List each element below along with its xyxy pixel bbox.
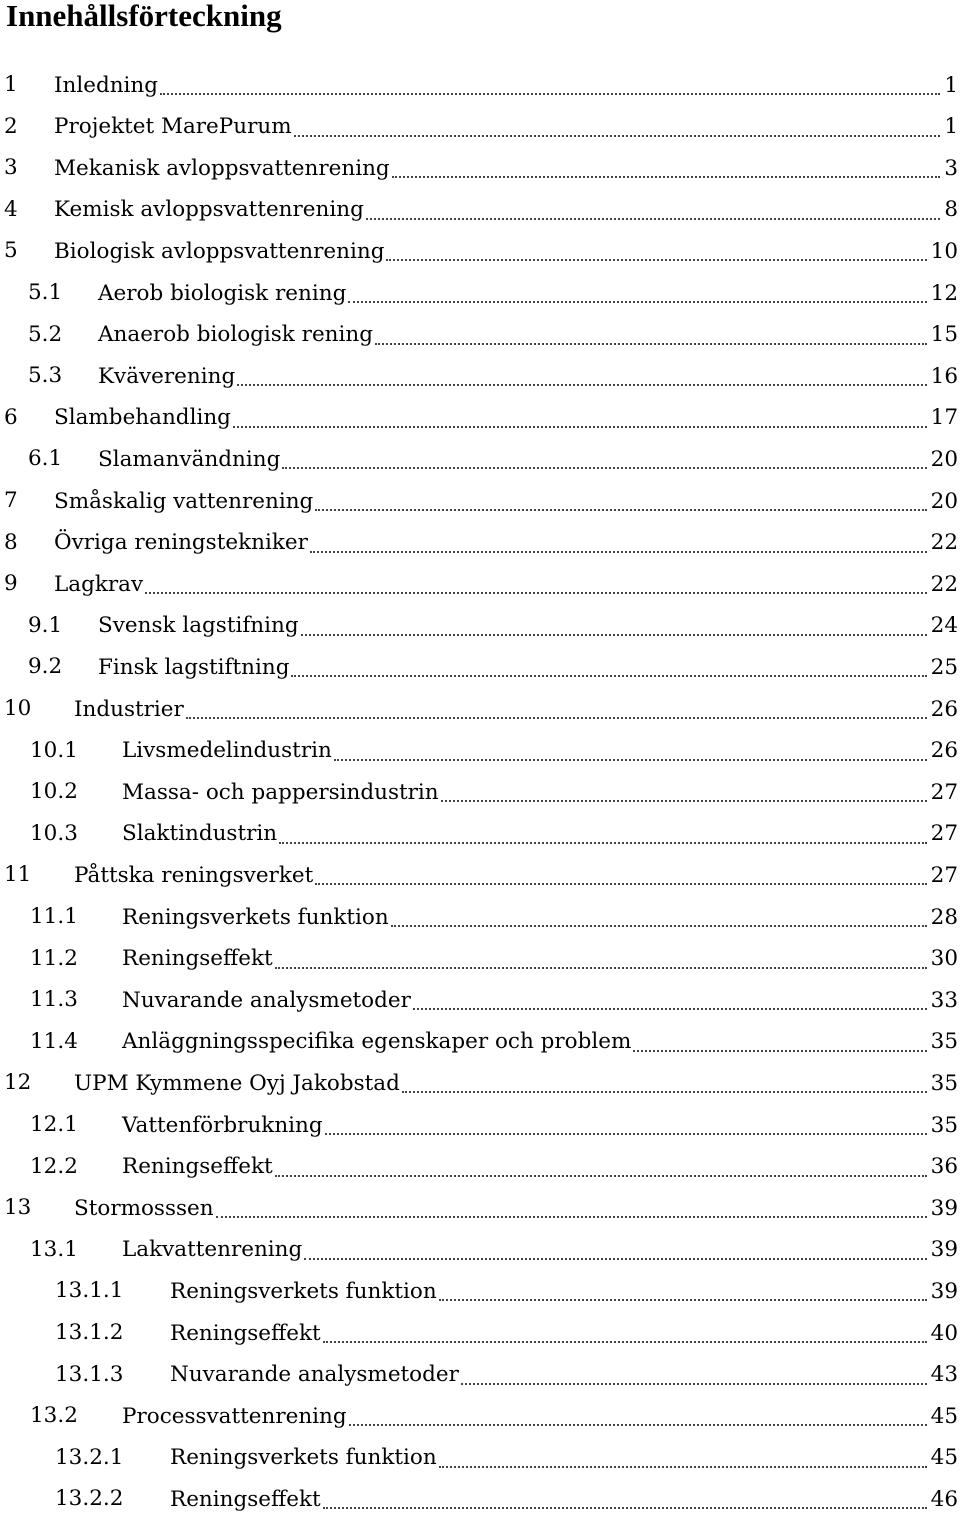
dot-leader bbox=[461, 1383, 927, 1385]
toc-entry-title: Aerob biologisk rening bbox=[98, 280, 347, 306]
toc-entry[interactable] bbox=[0, 1478, 958, 1520]
toc-entry[interactable] bbox=[0, 1354, 958, 1396]
toc-entry[interactable] bbox=[0, 938, 958, 980]
toc-entry-title: Reningsverkets funktion bbox=[170, 1445, 437, 1471]
toc-entry-content bbox=[54, 522, 958, 564]
toc-entry-content bbox=[54, 64, 958, 106]
toc-entry-number: 13.2 bbox=[30, 1403, 78, 1429]
toc-entry-number: 10.1 bbox=[30, 737, 78, 763]
toc-entry-content bbox=[122, 1146, 958, 1188]
toc-entry-number: 11.2 bbox=[30, 945, 78, 971]
toc-entry-title: Industrier bbox=[74, 696, 184, 722]
toc-entry[interactable] bbox=[0, 480, 958, 522]
dot-leader bbox=[233, 426, 927, 428]
toc-entry-title: Reningseffekt bbox=[170, 1486, 321, 1512]
toc-entry-page-number: 3 bbox=[944, 155, 958, 181]
toc-entry-title: Småskalig vattenrening bbox=[54, 488, 314, 514]
toc-entry-title: Svensk lagstifning bbox=[98, 613, 299, 639]
dot-leader bbox=[439, 1466, 927, 1468]
dot-leader bbox=[413, 1008, 927, 1010]
dot-leader bbox=[315, 509, 926, 511]
toc-entry[interactable] bbox=[0, 605, 958, 647]
toc-entry-title: Vattenförbrukning bbox=[122, 1112, 323, 1138]
toc-entry-content bbox=[122, 730, 958, 772]
toc-entry-content bbox=[122, 813, 958, 855]
dot-leader bbox=[294, 135, 941, 137]
toc-entry-page-number: 45 bbox=[930, 1403, 958, 1429]
toc-entry-page-number: 33 bbox=[930, 987, 958, 1013]
toc-entry-number: 9.1 bbox=[28, 612, 63, 638]
toc-entry-title: Lakvattenrening bbox=[122, 1237, 303, 1263]
toc-entry-page-number: 39 bbox=[930, 1195, 958, 1221]
toc-entry-page-number: 27 bbox=[930, 821, 958, 847]
dot-leader bbox=[441, 800, 927, 802]
toc-entry-number: 13.2.1 bbox=[55, 1444, 124, 1470]
toc-entry[interactable] bbox=[0, 1312, 958, 1354]
toc-entry-number: 6.1 bbox=[28, 446, 63, 472]
toc-entry[interactable] bbox=[0, 1187, 958, 1229]
toc-entry-page-number: 10 bbox=[930, 238, 958, 264]
toc-entry-title: Slaktindustrin bbox=[122, 821, 278, 847]
toc-entry[interactable] bbox=[0, 64, 958, 106]
dot-leader bbox=[348, 301, 926, 303]
dot-leader bbox=[304, 1258, 926, 1260]
toc-entry-title: Slambehandling bbox=[54, 405, 231, 431]
toc-entry[interactable] bbox=[0, 688, 958, 730]
dot-leader bbox=[160, 93, 940, 95]
toc-entry-number: 5 bbox=[4, 238, 18, 264]
toc-entry-page-number: 26 bbox=[930, 738, 958, 764]
toc-entry-number: 12.1 bbox=[30, 1112, 78, 1137]
toc-entry-content bbox=[74, 1062, 958, 1104]
toc-entry-content bbox=[122, 938, 958, 980]
toc-entry-page-number: 12 bbox=[930, 280, 958, 306]
dot-leader bbox=[291, 675, 926, 677]
toc-entry-title: Nuvarande analysmetoder bbox=[122, 987, 411, 1013]
toc-entry-number: 7 bbox=[4, 488, 18, 513]
toc-entry-number: 13.1 bbox=[30, 1236, 78, 1262]
toc-entry-number: 10.3 bbox=[30, 820, 78, 846]
toc-entry[interactable] bbox=[0, 563, 958, 605]
toc-entry-page-number: 35 bbox=[930, 1029, 958, 1055]
toc-entry[interactable] bbox=[0, 1437, 958, 1479]
dot-leader bbox=[349, 1424, 927, 1426]
toc-entry-number: 13.1.3 bbox=[55, 1361, 124, 1387]
dot-leader bbox=[282, 467, 926, 469]
toc-entry-number: 11.1 bbox=[30, 904, 78, 929]
dot-leader bbox=[334, 759, 927, 761]
toc-entry-title: UPM Kymmene Oyj Jakobstad bbox=[74, 1070, 400, 1096]
toc-entry-page-number: 1 bbox=[944, 72, 958, 98]
toc-entry-number: 9.2 bbox=[28, 654, 63, 680]
toc-entry-number: 13 bbox=[4, 1195, 32, 1221]
toc-entry-content bbox=[74, 854, 958, 896]
toc-entry-page-number: 22 bbox=[930, 530, 958, 556]
toc-entry-title: Stormosssen bbox=[74, 1195, 214, 1221]
toc-entry-title: Livsmedelindustrin bbox=[122, 738, 332, 764]
toc-entry[interactable] bbox=[0, 1270, 958, 1312]
toc-entry-title: Mekanisk avloppsvattenrening bbox=[54, 155, 390, 181]
toc-entry[interactable] bbox=[0, 813, 958, 855]
toc-entry-page-number: 1 bbox=[944, 114, 958, 140]
toc-entry-content bbox=[170, 1478, 958, 1520]
dot-leader bbox=[386, 259, 926, 261]
dot-leader bbox=[392, 176, 941, 178]
toc-entry-number: 3 bbox=[4, 155, 18, 181]
toc-entry-title: Anaerob biologisk rening bbox=[98, 322, 374, 348]
toc-entry[interactable] bbox=[0, 397, 958, 439]
toc-entry[interactable] bbox=[0, 355, 958, 397]
toc-entry-content bbox=[98, 605, 958, 647]
toc-entry-content bbox=[98, 272, 958, 314]
toc-entry-page-number: 20 bbox=[930, 446, 958, 472]
dot-leader bbox=[301, 634, 927, 636]
toc-entry-content bbox=[98, 438, 958, 480]
toc-entry-title: Massa- och pappersindustrin bbox=[122, 779, 439, 805]
dot-leader bbox=[391, 925, 927, 927]
toc-entry-content bbox=[122, 1229, 958, 1271]
toc-entry-content bbox=[98, 314, 958, 356]
toc-entry-title: Finsk lagstiftning bbox=[98, 654, 290, 680]
toc-entry-content bbox=[74, 688, 958, 730]
toc-entry-number: 11.3 bbox=[30, 987, 78, 1013]
toc-entry-number: 11 bbox=[4, 862, 32, 888]
toc-entry[interactable] bbox=[0, 272, 958, 314]
toc-entry[interactable] bbox=[0, 1021, 958, 1063]
toc-entry-page-number: 39 bbox=[930, 1237, 958, 1263]
toc-entry-content bbox=[54, 106, 958, 148]
toc-entry-title: Inledning bbox=[54, 72, 159, 98]
toc-entry-page-number: 15 bbox=[930, 322, 958, 348]
toc-entry-content bbox=[54, 147, 958, 189]
toc-entry[interactable] bbox=[0, 1104, 958, 1146]
toc-entry-page-number: 20 bbox=[930, 488, 958, 514]
toc-entry-number: 5.1 bbox=[28, 280, 63, 305]
toc-entry-content bbox=[54, 189, 958, 231]
toc-entry-number: 10.2 bbox=[30, 779, 78, 805]
toc-entry-page-number: 27 bbox=[930, 862, 958, 888]
toc-entry[interactable] bbox=[0, 314, 958, 356]
toc-entry-title: Nuvarande analysmetoder bbox=[170, 1362, 459, 1388]
dot-leader bbox=[325, 1133, 927, 1135]
toc-entry-title: Reningseffekt bbox=[170, 1320, 321, 1346]
toc-entry-content bbox=[122, 1104, 958, 1146]
toc-entry[interactable] bbox=[0, 1229, 958, 1271]
toc-entry-title: Reningseffekt bbox=[122, 946, 273, 972]
toc-entry-page-number: 8 bbox=[944, 197, 958, 223]
dot-leader bbox=[237, 384, 926, 386]
toc-entry-content bbox=[170, 1312, 958, 1354]
toc-entry-content bbox=[122, 979, 958, 1021]
toc-entry[interactable] bbox=[0, 896, 958, 938]
toc-entry-number: 12 bbox=[4, 1070, 32, 1096]
toc-entry-content bbox=[170, 1354, 958, 1396]
toc-entry-page-number: 46 bbox=[930, 1486, 958, 1512]
toc-entry-content bbox=[170, 1270, 958, 1312]
toc-entry[interactable] bbox=[0, 1062, 958, 1104]
dot-leader bbox=[275, 967, 927, 969]
toc-entry-content bbox=[122, 1395, 958, 1437]
toc-entry-page-number: 22 bbox=[930, 571, 958, 597]
dot-leader bbox=[315, 883, 926, 885]
toc-entry-number: 13.1.2 bbox=[55, 1320, 124, 1345]
toc-entry-number: 12.2 bbox=[30, 1153, 78, 1179]
toc-entry-content bbox=[54, 563, 958, 605]
toc-entry[interactable] bbox=[0, 106, 958, 148]
toc-entry-number: 9 bbox=[4, 571, 18, 597]
dot-leader bbox=[323, 1341, 927, 1343]
toc-entry-page-number: 17 bbox=[930, 405, 958, 431]
dot-leader bbox=[366, 218, 940, 220]
toc-entry[interactable] bbox=[0, 189, 958, 231]
toc-entry-number: 6 bbox=[4, 404, 18, 430]
toc-entry-title: Slamanvändning bbox=[98, 446, 281, 472]
toc-entry-title: Reningseffekt bbox=[122, 1154, 273, 1180]
dot-leader bbox=[375, 343, 927, 345]
toc-entry-number: 5.3 bbox=[28, 363, 63, 389]
dot-leader bbox=[279, 842, 927, 844]
toc-entry-number: 2 bbox=[4, 113, 18, 139]
dot-leader bbox=[633, 1050, 926, 1052]
toc-entry-page-number: 27 bbox=[930, 779, 958, 805]
dot-leader bbox=[275, 1175, 927, 1177]
toc-entry-page-number: 36 bbox=[930, 1154, 958, 1180]
toc-entry-title: Processvattenrening bbox=[122, 1403, 347, 1429]
dot-leader bbox=[310, 551, 927, 553]
toc-entry-title: Lagkrav bbox=[54, 571, 144, 597]
toc-entry-title: Anläggningsspecifika egenskaper och problem bbox=[122, 1029, 632, 1055]
toc-entry-page-number: 16 bbox=[930, 363, 958, 389]
toc-entry[interactable] bbox=[0, 1395, 958, 1437]
toc-entry-title: Påttska reningsverket bbox=[74, 862, 314, 888]
toc-entry-content bbox=[54, 480, 958, 522]
toc-entry-title: Kemisk avloppsvattenrening bbox=[54, 197, 364, 223]
toc-entry-content bbox=[54, 397, 958, 439]
toc-entry[interactable] bbox=[0, 230, 958, 272]
toc-entry-number: 1 bbox=[4, 72, 18, 97]
toc-entry-content bbox=[98, 646, 958, 688]
toc-entry-title: Reningsverkets funktion bbox=[170, 1278, 437, 1304]
toc-entry-page-number: 45 bbox=[930, 1445, 958, 1471]
dot-leader bbox=[439, 1299, 927, 1301]
toc-entry-page-number: 35 bbox=[930, 1070, 958, 1096]
page-title: Innehållsförteckning bbox=[6, 0, 282, 33]
toc-entry-page-number: 24 bbox=[930, 613, 958, 639]
toc-entry-page-number: 35 bbox=[930, 1112, 958, 1138]
dot-leader bbox=[323, 1507, 927, 1509]
toc-entry[interactable] bbox=[0, 147, 958, 189]
toc-entry-content bbox=[54, 230, 958, 272]
toc-entry[interactable] bbox=[0, 771, 958, 813]
toc-entry-title: Kväverening bbox=[98, 363, 236, 389]
toc-entry-page-number: 39 bbox=[930, 1278, 958, 1304]
toc-entry[interactable] bbox=[0, 1146, 958, 1188]
toc-entry-content bbox=[170, 1437, 958, 1479]
toc-entry-content bbox=[122, 896, 958, 938]
toc-entry-title: Reningsverkets funktion bbox=[122, 904, 389, 930]
toc-entry-content bbox=[98, 355, 958, 397]
toc-entry-title: Biologisk avloppsvattenrening bbox=[54, 238, 385, 264]
toc-entry-title: Övriga reningstekniker bbox=[54, 530, 308, 556]
toc-entry-number: 10 bbox=[4, 696, 32, 721]
toc-entry-number: 11.4 bbox=[30, 1028, 78, 1054]
toc-entry-title: Projektet MarePurum bbox=[54, 114, 292, 140]
toc-entry[interactable] bbox=[0, 646, 958, 688]
toc-entry-page-number: 25 bbox=[930, 654, 958, 680]
dot-leader bbox=[402, 1091, 927, 1093]
toc-entry-page-number: 28 bbox=[930, 904, 958, 930]
toc-entry[interactable] bbox=[0, 730, 958, 772]
toc-entry[interactable] bbox=[0, 979, 958, 1021]
dot-leader bbox=[145, 592, 927, 594]
toc-entry-number: 13.2.2 bbox=[55, 1486, 124, 1512]
toc-entry-page-number: 30 bbox=[930, 946, 958, 972]
toc-entry-number: 13.1.1 bbox=[55, 1278, 124, 1304]
toc-entry-content bbox=[74, 1187, 958, 1229]
toc-entry-number: 4 bbox=[4, 196, 18, 222]
toc-entry[interactable] bbox=[0, 522, 958, 564]
toc-entry-page-number: 43 bbox=[930, 1362, 958, 1388]
toc-entry[interactable] bbox=[0, 438, 958, 480]
toc-entry-content bbox=[122, 1021, 958, 1063]
toc-entry[interactable] bbox=[0, 854, 958, 896]
toc-entry-page-number: 40 bbox=[930, 1320, 958, 1346]
toc-entry-page-number: 26 bbox=[930, 696, 958, 722]
toc-entry-number: 8 bbox=[4, 529, 18, 555]
dot-leader bbox=[186, 717, 927, 719]
toc-entry-content bbox=[122, 771, 958, 813]
dot-leader bbox=[216, 1216, 927, 1218]
toc-entry-number: 5.2 bbox=[28, 321, 63, 347]
